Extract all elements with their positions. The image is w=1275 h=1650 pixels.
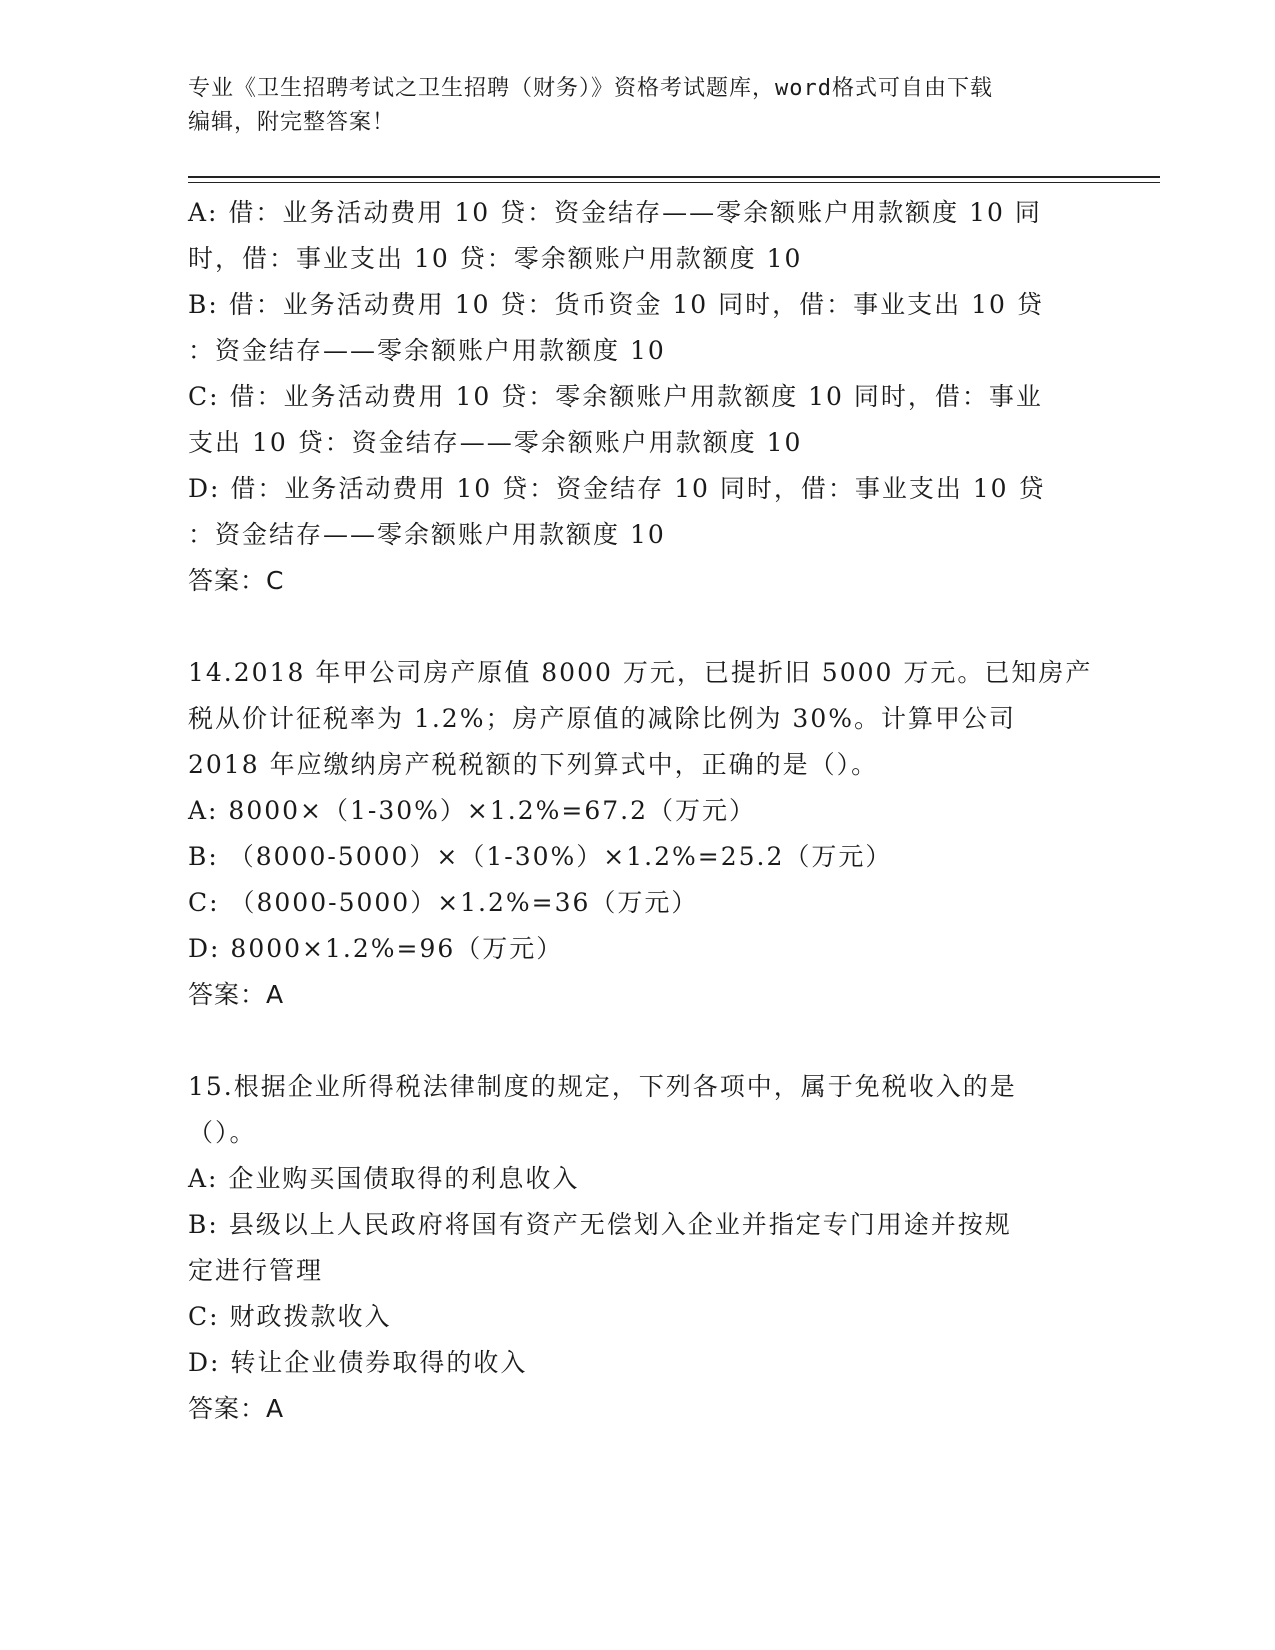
option-line: A: 借：业务活动费用 10 贷：资金结存——零余额账户用款额度 10 同 <box>188 198 1042 227</box>
option-line: D: 借：业务活动费用 10 贷：资金结存 10 同时，借：事业支出 10 贷 <box>188 474 1046 503</box>
option-line: ：资金结存——零余额账户用款额度 10 <box>188 336 666 365</box>
option-line: B: 借：业务活动费用 10 贷：货币资金 10 同时，借：事业支出 10 贷 <box>188 290 1044 319</box>
answer-13: 答案：C <box>188 566 285 595</box>
question-line: 税从价计征税率为 1.2%；房产原值的减除比例为 30%。计算甲公司 <box>188 704 1016 733</box>
option-line: A: 企业购买国债取得的利息收入 <box>188 1164 580 1193</box>
question-line: 14.2018 年甲公司房产原值 8000 万元，已提折旧 5000 万元。已知房产 <box>188 658 1093 687</box>
option-line: 支出 10 贷：资金结存——零余额账户用款额度 10 <box>188 428 803 457</box>
answer-14: 答案：A <box>188 980 285 1009</box>
option-line: ：资金结存——零余额账户用款额度 10 <box>188 520 666 549</box>
question-13-options <box>188 190 1088 604</box>
answer-15: 答案：A <box>188 1394 285 1423</box>
option-line: 时，借：事业支出 10 贷：零余额账户用款额度 10 <box>188 244 803 273</box>
question-line: （）。 <box>188 1118 257 1147</box>
option-line: C: 借：业务活动费用 10 贷：零余额账户用款额度 10 同时，借：事业 <box>188 382 1043 411</box>
option-line: D: 转让企业债券取得的收入 <box>188 1348 528 1377</box>
spacer <box>188 604 1088 650</box>
question-14 <box>188 650 1093 1018</box>
question-15 <box>188 1064 1088 1432</box>
document-header <box>188 72 1088 140</box>
spacer <box>188 1018 1088 1064</box>
header-line-2: 编辑，附完整答案！ <box>188 110 396 135</box>
option-line: C: （8000-5000）×1.2%=36（万元） <box>188 888 699 917</box>
question-line: 2018 年应缴纳房产税税额的下列算式中，正确的是（）。 <box>188 750 879 779</box>
option-line: B: （8000-5000）×（1-30%）×1.2%=25.2（万元） <box>188 842 893 871</box>
question-line: 15.根据企业所得税法律制度的规定，下列各项中，属于免税收入的是 <box>188 1072 1017 1101</box>
option-line: C: 财政拨款收入 <box>188 1302 392 1331</box>
option-line: 定进行管理 <box>188 1256 324 1285</box>
header-divider-thick <box>188 176 1160 178</box>
header-divider-thin <box>188 182 1160 183</box>
option-line: B: 县级以上人民政府将国有资产无偿划入企业并指定专门用途并按规 <box>188 1210 1012 1239</box>
option-line: A: 8000×（1-30%）×1.2%=67.2（万元） <box>188 796 756 825</box>
option-line: D: 8000×1.2%=96（万元） <box>188 934 564 963</box>
header-line-1: 专业《卫生招聘考试之卫生招聘（财务）》资格考试题库，word格式可自由下载 <box>188 76 993 101</box>
question-content <box>188 190 1093 1432</box>
